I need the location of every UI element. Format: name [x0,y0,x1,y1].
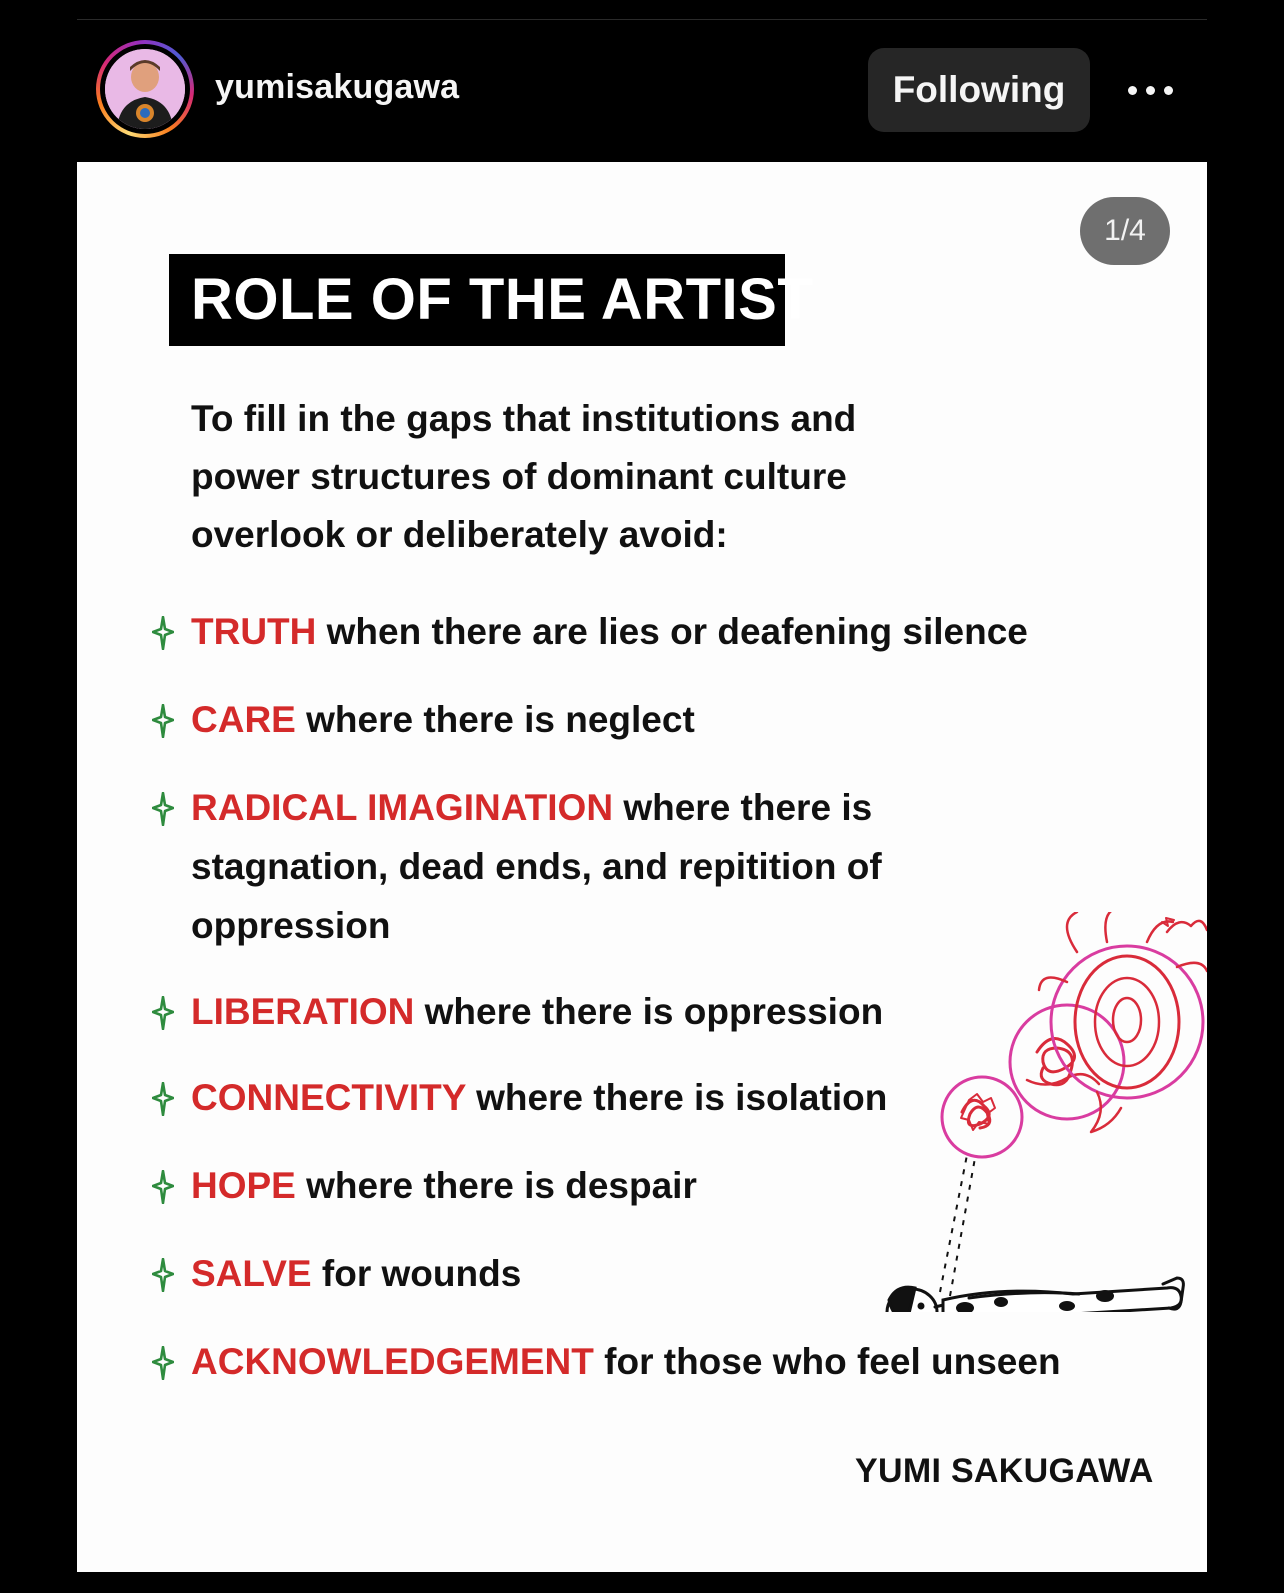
slide-counter: 1/4 [1080,197,1170,265]
list-item [191,1332,1091,1391]
avatar[interactable] [105,49,185,129]
avatar-portrait-icon [105,49,185,129]
more-options-icon[interactable] [1124,74,1178,108]
sparkle-icon [152,1170,174,1204]
sparkle-icon [152,1082,174,1116]
list-item-text: for wounds [311,1253,522,1294]
list-item-text: where there is despair [295,1165,697,1206]
sparkle-icon [152,616,174,650]
list-item-keyword: RADICAL IMAGINATION [191,787,614,828]
username[interactable]: yumisakugawa [215,68,460,106]
list-item-text: where there is isolation [465,1077,888,1118]
list-item-keyword: LIBERATION [191,991,415,1032]
list-item-keyword: ACKNOWLEDGEMENT [191,1341,594,1382]
sparkle-icon [152,704,174,738]
sparkle-icon [152,792,174,826]
list-item-text: where there is stagnation, dead ends, and repitition of oppression [191,787,882,946]
list-item-text: where there is neglect [295,699,695,740]
list-item-text: when there are lies or deafening silence [316,611,1028,652]
list-item [191,1068,1091,1127]
sparkle-icon [152,996,174,1030]
post-header [0,0,1284,160]
list-item-keyword: SALVE [191,1253,312,1294]
list-item [191,1244,1091,1303]
sparkle-icon [152,1346,174,1380]
sparkle-icon [152,1258,174,1292]
list-item [191,982,1091,1041]
list-item-keyword: CONNECTIVITY [191,1077,466,1118]
list-item-keyword: TRUTH [191,611,317,652]
list-item-text: where there is oppression [414,991,884,1032]
list-item-keyword: CARE [191,699,296,740]
following-button[interactable]: Following [868,48,1090,132]
list-item [191,778,891,955]
list-item-keyword: HOPE [191,1165,296,1206]
artist-signature: YUMI SAKUGAWA [855,1452,1154,1490]
post-image[interactable] [77,162,1207,1572]
intro-text: To fill in the gaps that institutions and power structures of dominant culture overlook or deliberately avoid: [191,398,857,555]
post-title: ROLE OF THE ARTIST [169,254,785,346]
list-item [191,1156,1091,1215]
list-item [191,690,1091,749]
list-item-text: for those who feel unseen [593,1341,1061,1382]
list-item [191,602,1091,661]
story-ring[interactable] [96,40,194,138]
